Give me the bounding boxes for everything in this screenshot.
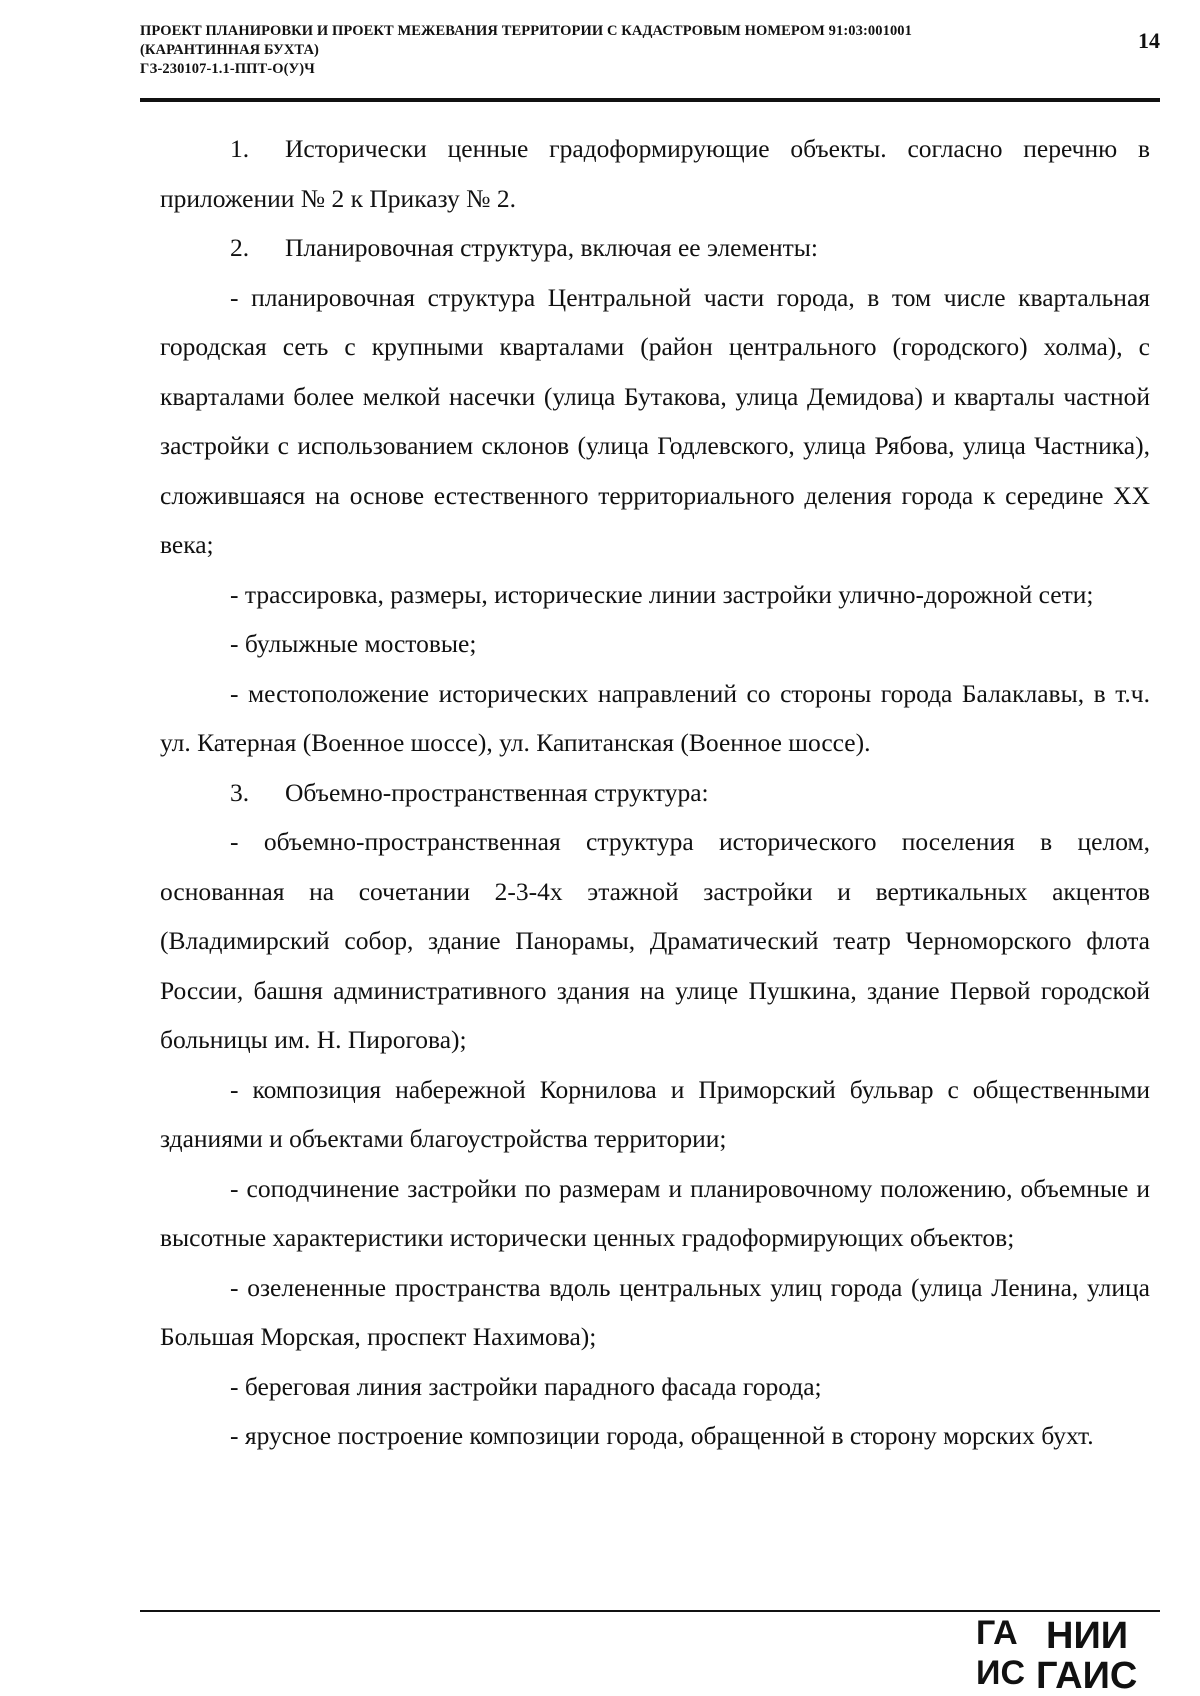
list-number-2: 2. (230, 233, 250, 262)
list-text-3: Объемно-пространственная структура: (285, 777, 709, 807)
paragraph-street-tracing: - трассировка, размеры, исторические линии застройки улично-дорожной сети; (230, 579, 1094, 609)
paragraph-cobblestone: - булыжные мостовые; (230, 629, 477, 658)
list-item-1 (160, 124, 1150, 223)
paragraph-planning-structure: - планировочная структура Центральной части города, в том числе квартальная городская сеть с крупными кварталами (район центрального (городского) холма), с кварталами более мелкой насечки (улица Бутакова, улица Демидова) и кварталы частной застройки с использованием склонов (улица Годлевского, улица Рябова, улица Частника), сложившаяся на основе естественного территориального деления города к середине XX века; (160, 282, 1150, 559)
paragraph-embankment-composition: - композиция набережной Корнилова и Приморский бульвар с общественными зданиями и объектами благоустройства территории; (160, 1074, 1150, 1153)
document-title-line-2: (КАРАНТИННАЯ БУХТА) (140, 42, 319, 58)
logo-text-line-1: НИИ (1046, 1615, 1129, 1657)
header-divider (140, 98, 1160, 102)
document-code: ГЗ-230107-1.1-ППТ-О(У)Ч (140, 61, 315, 77)
paragraph-subordination: - соподчинение застройки по размерам и планировочному положению, объемные и высотные характеристики исторически ценных градоформирующих объектов; (160, 1173, 1150, 1252)
paragraph-coastline: - береговая линия застройки парадного фасада города; (230, 1371, 822, 1401)
list-item-3 (160, 768, 1150, 818)
document-title-line-1: ПРОЕКТ ПЛАНИРОВКИ И ПРОЕКТ МЕЖЕВАНИЯ ТЕРРИТОРИИ С КАДАСТРОВЫМ НОМЕРОМ 91:03:001001 (140, 23, 913, 39)
logo-mark-icon (976, 1614, 1025, 1692)
nii-gais-logo (974, 1612, 1164, 1692)
page-header (140, 22, 1160, 100)
list-number-1: 1. (230, 134, 250, 163)
list-text-2: Планировочная структура, включая ее элементы: (285, 233, 818, 262)
logo-mark-top: ГА (976, 1614, 1018, 1652)
nii-gais-logo-graphic (974, 1612, 1164, 1692)
paragraph-tiered-composition: - ярусное построение композиции города, обращенной в сторону морских бухт. (230, 1421, 1094, 1450)
paragraph-green-spaces: - озелененные пространства вдоль центральных улиц города (улица Ленина, улица Большая Морская, проспект Нахимова); (160, 1272, 1150, 1351)
list-text-1: Исторически ценные градоформирующие объекты. согласно перечню в приложении № 2 к Приказу № 2. (160, 134, 1150, 213)
list-number-3: 3. (230, 777, 250, 807)
document-body (160, 124, 1150, 1461)
logo-text-line-2: ГАИС (1036, 1655, 1138, 1692)
page-number: 14 (1138, 28, 1160, 53)
logo-mark-bottom: ИС (976, 1654, 1025, 1692)
document-title (140, 22, 1080, 79)
list-item-2 (160, 223, 1150, 273)
paragraph-historic-directions: - местоположение исторических направлений со стороны города Балаклавы, в т.ч. ул. Катерная (Военное шоссе), ул. Капитанская (Военное шоссе). (160, 678, 1150, 757)
paragraph-volumetric-structure: - объемно-пространственная структура исторического поселения в целом, основанная на сочетании 2-3-4х этажной застройки и вертикальных акцентов (Владимирский собор, здание Панорамы, Драматический театр Черноморского флота России, башня административного здания на улице Пушкина, здание Первой городской больницы им. Н. Пирогова); (160, 827, 1150, 1054)
